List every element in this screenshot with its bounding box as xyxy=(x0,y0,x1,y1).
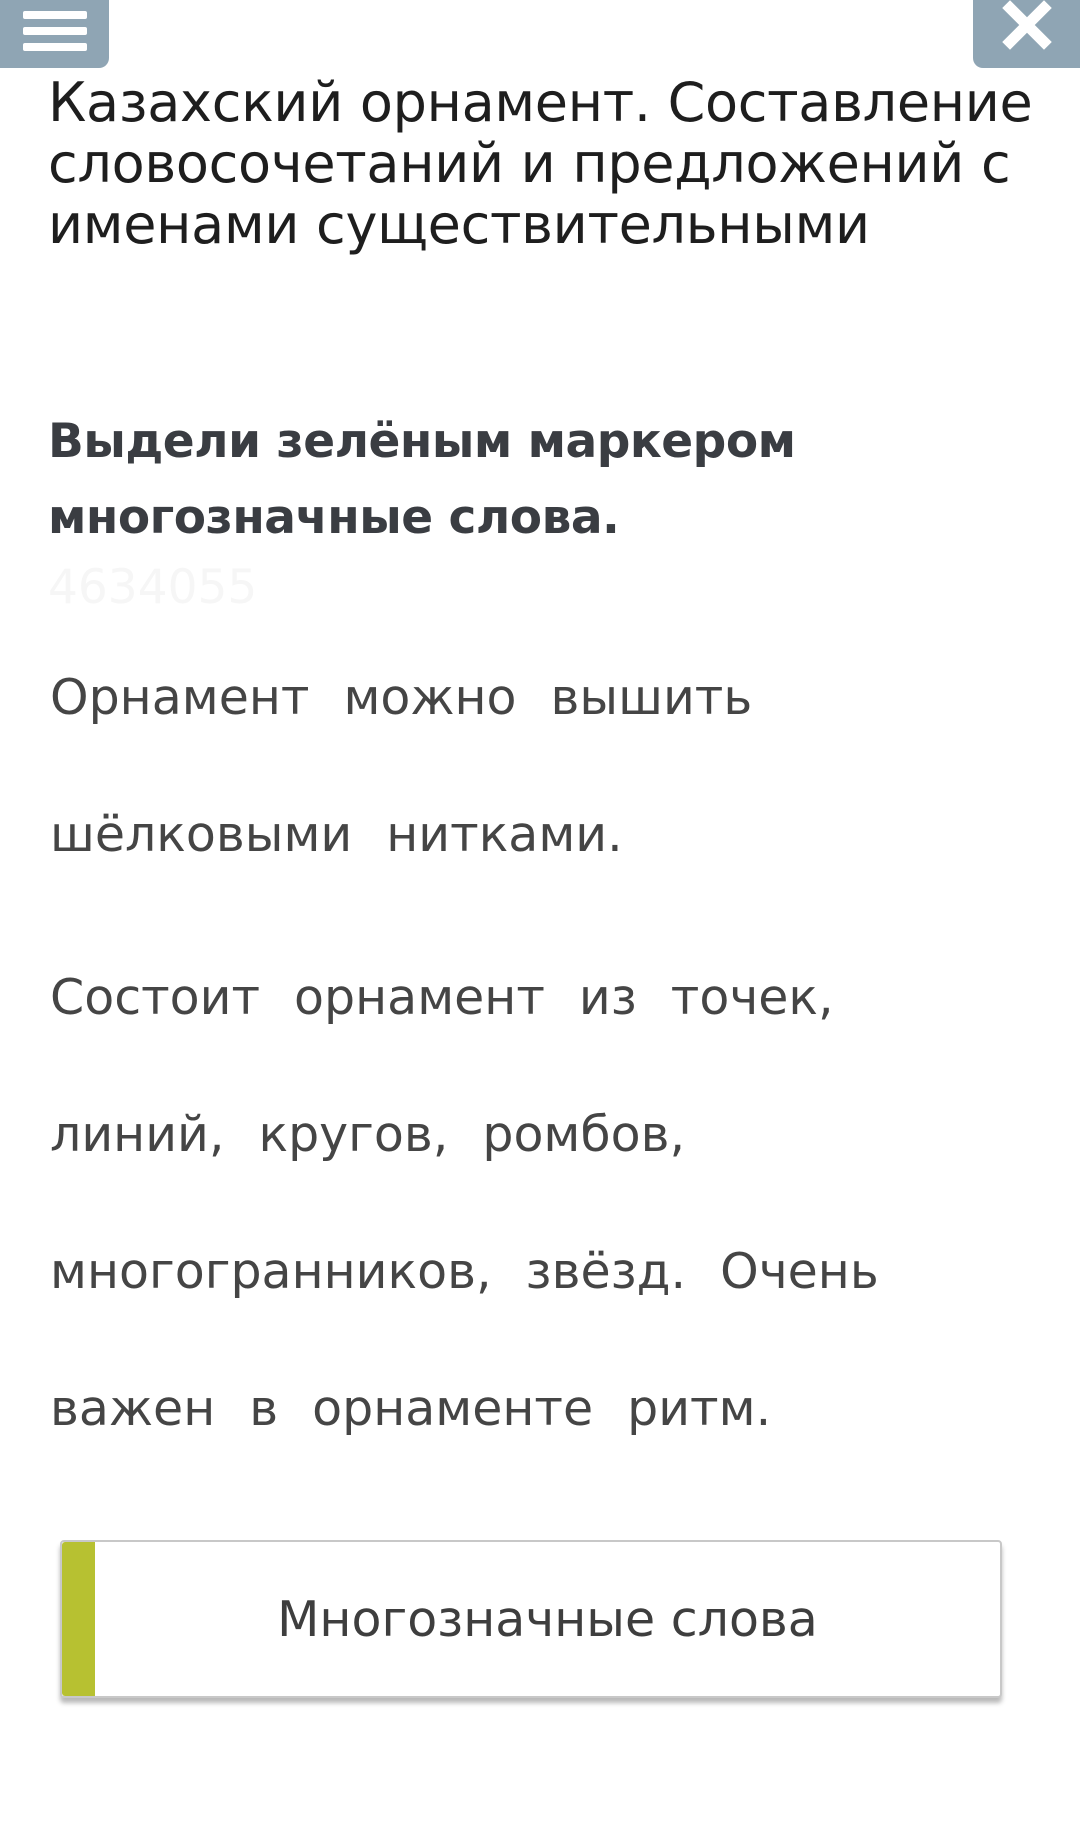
task-instruction: Выдели зелёным маркером многозначные слова. xyxy=(48,414,796,545)
word-sostoit[interactable]: Состоит xyxy=(50,969,261,1026)
word-shelkovymi[interactable]: шёлковыми xyxy=(50,806,353,863)
hamburger-menu-icon xyxy=(23,11,87,51)
task-id: 4634055 xyxy=(48,560,258,615)
word-liniy[interactable]: линий, xyxy=(50,1106,225,1163)
word-ochen[interactable]: Очень xyxy=(720,1243,879,1300)
close-button[interactable] xyxy=(973,0,1080,68)
word-iz[interactable]: из xyxy=(578,969,637,1026)
text-line xyxy=(48,1371,1048,1508)
marker-category-button[interactable] xyxy=(60,1540,1002,1698)
lesson-title: Казахский орнамент. Составление словосочетаний и предложений с именами существительными xyxy=(48,71,1033,256)
word-krugov[interactable]: кругов, xyxy=(258,1106,449,1163)
text-line xyxy=(48,797,1048,934)
word-rombov[interactable]: ромбов, xyxy=(482,1106,686,1163)
word-mnogogrannikov[interactable]: многогранников, xyxy=(50,1243,492,1300)
close-x-icon xyxy=(1002,0,1052,50)
text-line xyxy=(48,1097,1048,1234)
word-ornament-2[interactable]: орнамент xyxy=(294,969,545,1026)
word-vyshit[interactable]: вышить xyxy=(550,669,753,726)
word-ornament[interactable]: Орнамент xyxy=(50,669,310,726)
word-nitkami[interactable]: нитками. xyxy=(386,806,623,863)
green-marker-swatch xyxy=(62,1542,95,1696)
word-ornamente[interactable]: орнаменте xyxy=(312,1380,594,1437)
text-line xyxy=(48,1234,1048,1371)
menu-button[interactable] xyxy=(0,0,109,68)
word-zvezd[interactable]: звёзд. xyxy=(525,1243,687,1300)
word-ritm[interactable]: ритм. xyxy=(627,1380,772,1437)
category-label: Многозначные слова xyxy=(277,1590,818,1648)
word-v[interactable]: в xyxy=(249,1380,279,1437)
word-vazhen[interactable]: важен xyxy=(50,1380,216,1437)
selectable-text xyxy=(48,660,1048,1508)
text-line xyxy=(48,960,1048,1097)
word-mozhno[interactable]: можно xyxy=(343,669,517,726)
word-tochek[interactable]: точек, xyxy=(670,969,834,1026)
text-line xyxy=(48,660,1048,797)
